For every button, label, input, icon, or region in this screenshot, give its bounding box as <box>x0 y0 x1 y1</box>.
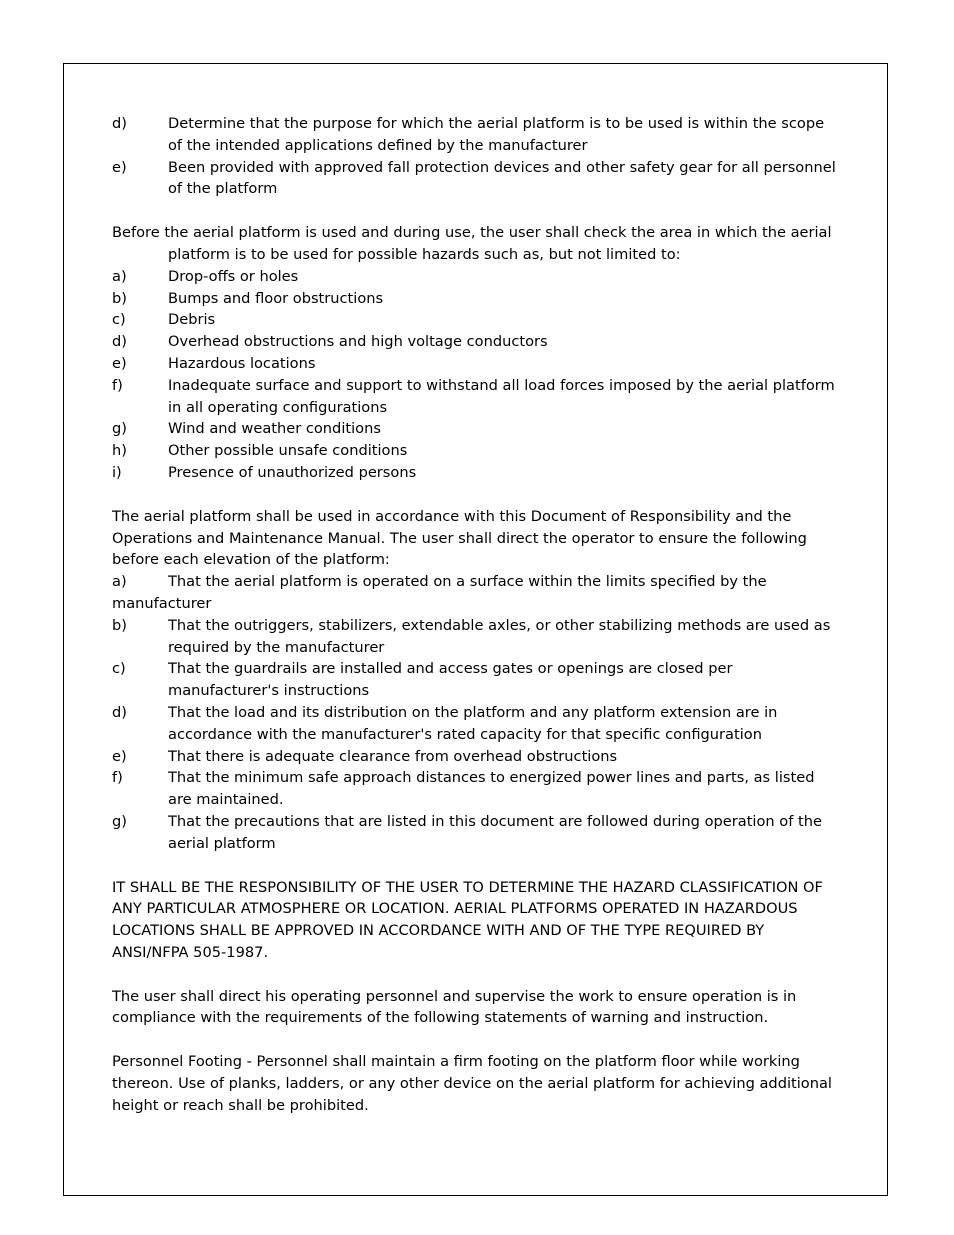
list-item-text: Drop-offs or holes <box>168 267 299 285</box>
list-item <box>112 113 840 157</box>
list-marker: f) <box>112 376 123 394</box>
list-marker: h) <box>112 442 127 460</box>
paragraph-gap <box>112 484 840 506</box>
list-marker: b) <box>112 616 127 634</box>
list-item-text: That the precautions that are listed in this document are followed during operation of the aerial platform <box>168 812 822 852</box>
operation-list <box>112 615 840 855</box>
list-item-text: Been provided with approved fall protection devices and other safety gear for all personnel of the platform <box>168 158 836 198</box>
list-item <box>112 157 840 201</box>
list-item <box>112 767 840 811</box>
list-item-text: Debris <box>168 311 216 329</box>
paragraph-gap <box>112 200 840 222</box>
list-item-text: That the aerial platform is operated on a surface within the limits specified by the manufacturer <box>112 573 767 612</box>
list-item-text: That there is adequate clearance from overhead obstructions <box>168 747 618 765</box>
list-marker: c) <box>112 311 126 329</box>
list-marker: e) <box>112 158 127 176</box>
intended-use-list <box>112 113 840 200</box>
list-marker: g) <box>112 420 127 438</box>
list-item-text: Hazardous locations <box>168 354 316 372</box>
list-marker: g) <box>112 812 127 830</box>
list-item <box>112 571 840 615</box>
list-item <box>112 811 840 855</box>
list-item-text: That the outriggers, stabilizers, extendable axles, or other stabilizing methods are used as required by the manufacturer <box>168 616 831 656</box>
document-body <box>112 113 840 1117</box>
list-marker: a) <box>112 573 127 591</box>
list-item <box>112 615 840 659</box>
list-item-text: Bumps and floor obstructions <box>168 289 384 307</box>
list-item <box>112 440 840 462</box>
paragraph-gap <box>112 1029 840 1051</box>
list-item <box>112 331 840 353</box>
list-marker: e) <box>112 747 127 765</box>
list-marker: b) <box>112 289 127 307</box>
paragraph-gap <box>112 964 840 986</box>
hazard-classification-paragraph: IT SHALL BE THE RESPONSIBILITY OF THE USER TO DETERMINE THE HAZARD CLASSIFICATION OF ANY PARTICULAR ATMOSPHERE OR LOCATION. AERIAL PLATFORMS OPERATED IN HAZARDOUS LOCATIONS SHALL BE APPROVED IN ACCORDANCE WITH AND OF THE TYPE REQUIRED BY ANSI/NFPA 505-1987. <box>112 878 823 961</box>
list-item <box>112 309 840 331</box>
list-item-text: That the minimum safe approach distances to energized power lines and parts, as listed are maintained. <box>168 769 815 809</box>
hazards-list <box>112 266 840 484</box>
list-item <box>112 375 840 419</box>
list-item <box>112 702 840 746</box>
paragraph-gap <box>112 855 840 877</box>
list-item <box>112 462 840 484</box>
personnel-footing-paragraph: Personnel Footing - Personnel shall maintain a firm footing on the platform floor while working thereon. Use of planks, ladders, or any other device on the aerial platform for achieving additional height or reach shall be prohibited. <box>112 1053 832 1114</box>
list-item <box>112 266 840 288</box>
list-item-text: That the load and its distribution on the platform and any platform extension are in accordance with the manufacturer's rated capacity for that specific configuration <box>168 703 778 743</box>
list-item-text: Wind and weather conditions <box>168 420 381 438</box>
list-marker: d) <box>112 333 127 351</box>
hazards-intro-paragraph: Before the aerial platform is used and during use, the user shall check the area in which the aerial platform is to be used for possible hazards such as, but not limited to: <box>112 224 832 263</box>
list-item <box>112 353 840 375</box>
list-item-text: Overhead obstructions and high voltage conductors <box>168 333 548 351</box>
list-item-text: Presence of unauthorized persons <box>168 463 417 481</box>
list-marker: i) <box>112 463 122 481</box>
list-item-text: Inadequate surface and support to withstand all load forces imposed by the aerial platform in all operating configurations <box>168 376 835 416</box>
list-marker: d) <box>112 703 127 721</box>
list-marker: d) <box>112 115 127 132</box>
supervision-paragraph: The user shall direct his operating personnel and supervise the work to ensure operation is in compliance with the requirements of the following statements of warning and instruction. <box>112 987 797 1027</box>
operation-intro-paragraph: The aerial platform shall be used in accordance with this Document of Responsibility and the Operations and Maintenance Manual. The user shall direct the operator to ensure the following before each elevation of the platform: <box>112 507 807 569</box>
list-marker: e) <box>112 354 127 372</box>
list-marker: f) <box>112 769 123 787</box>
list-marker: a) <box>112 267 127 285</box>
list-item <box>112 288 840 310</box>
list-item <box>112 658 840 702</box>
list-marker: c) <box>112 660 126 678</box>
list-item <box>112 418 840 440</box>
list-item-text: That the guardrails are installed and access gates or openings are closed per manufacturer's instructions <box>168 660 733 700</box>
list-item-text: Other possible unsafe conditions <box>168 442 408 460</box>
list-item-text: Determine that the purpose for which the aerial platform is to be used is within the scope of the intended applications defined by the manufacturer <box>168 115 825 154</box>
list-item <box>112 746 840 768</box>
